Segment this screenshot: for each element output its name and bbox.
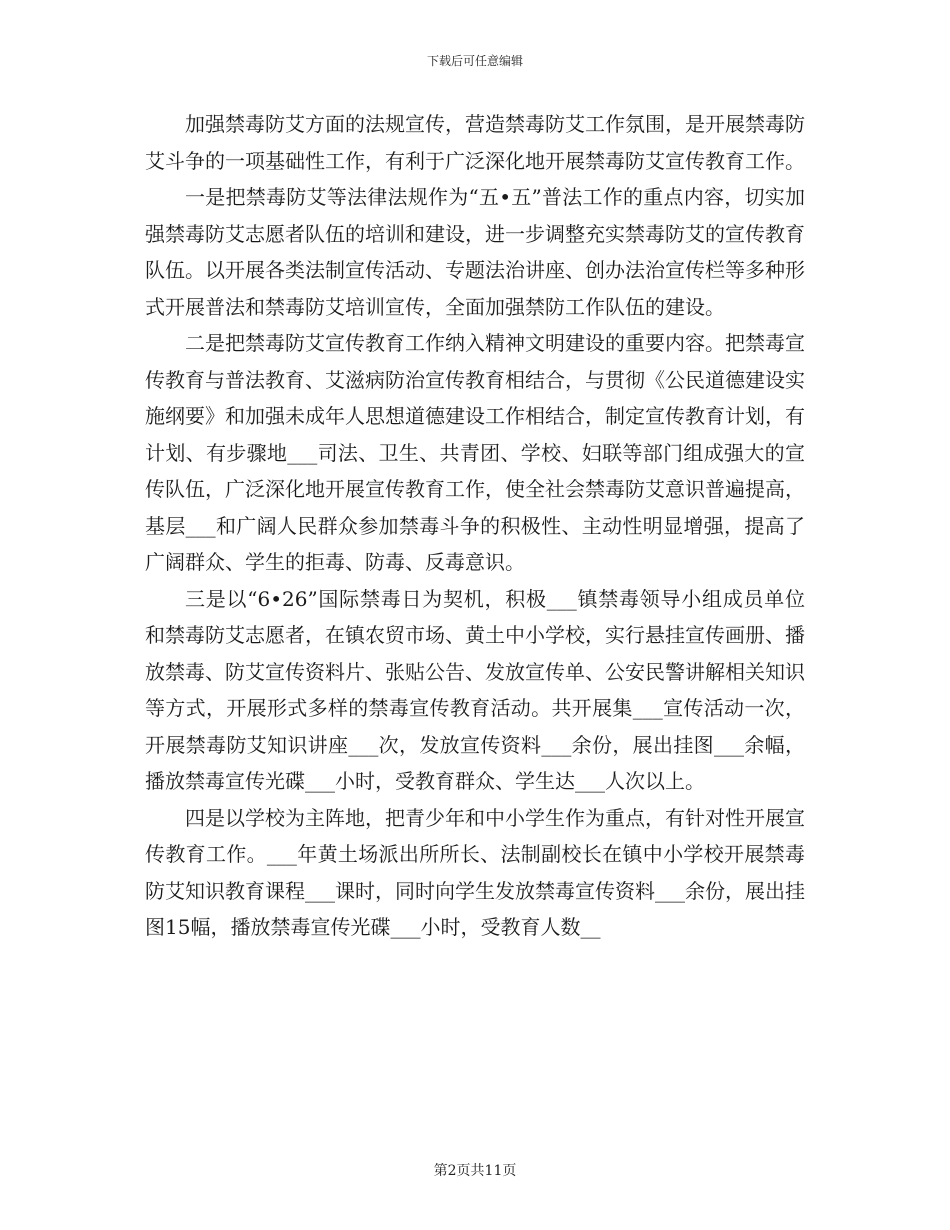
header-note: 下载后可任意编辑 <box>426 54 523 68</box>
document-body <box>145 106 805 946</box>
page-number: 第2页共11页 <box>433 1163 517 1179</box>
paragraph-two: 二是把禁毒防艾宣传教育工作纳入精神文明建设的重要内容。把禁毒宣传教育与普法教育、艾滋病防治宣传教育相结合，与贯彻《公民道德建设实施纲要》和加强未成年人思想道德建设工作相结合，制定宣传教育计划，有计划、有步骤地___司法、卫生、共青团、学校、妇联等部门组成强大的宣传队伍，广泛深化地开展宣传教育工作，使全社会禁毒防艾意识普遍提高，基层___和广阔人民群众参加禁毒斗争的积极性、主动性明显增强，提高了广阔群众、学生的拒毒、防毒、反毒意识。 <box>145 331 805 574</box>
paragraph-three: 三是以“6•26”国际禁毒日为契机，积极___镇禁毒领导小组成员单位和禁毒防艾志愿者，在镇农贸市场、黄土中小学校，实行悬挂宣传画册、播放禁毒、防艾宣传资料片、张贴公告、发放宣传单、公安民警讲解相关知识等方式，开展形式多样的禁毒宣传教育活动。共开展集___宣传活动一次，开展禁毒防艾知识讲座___次，发放宣传资料___余份，展出挂图___余幅，播放禁毒宣传光碟___小时，受教育群众、学生达___人次以上。 <box>145 586 805 793</box>
paragraph-four: 四是以学校为主阵地，把青少年和中小学生作为重点，有针对性开展宣传教育工作。___年黄土场派出所所长、法制副校长在镇中小学校开展禁毒防艾知识教育课程___课时，同时向学生发放禁毒宣传资料___余份，展出挂图15幅，播放禁毒宣传光碟___小时，受教育人数__ <box>145 805 805 939</box>
paragraph-one: 一是把禁毒防艾等法律法规作为“五•五”普法工作的重点内容，切实加强禁毒防艾志愿者队伍的培训和建设，进一步调整充实禁毒防艾的宣传教育队伍。以开展各类法制宣传活动、专题法治讲座、创办法治宣传栏等多种形式开展普法和禁毒防艾培训宣传，全面加强禁防工作队伍的建设。 <box>145 185 805 319</box>
paragraph-intro: 加强禁毒防艾方面的法规宣传，营造禁毒防艾工作氛围，是开展禁毒防艾斗争的一项基础性工作，有利于广泛深化地开展禁毒防艾宣传教育工作。 <box>145 112 805 173</box>
